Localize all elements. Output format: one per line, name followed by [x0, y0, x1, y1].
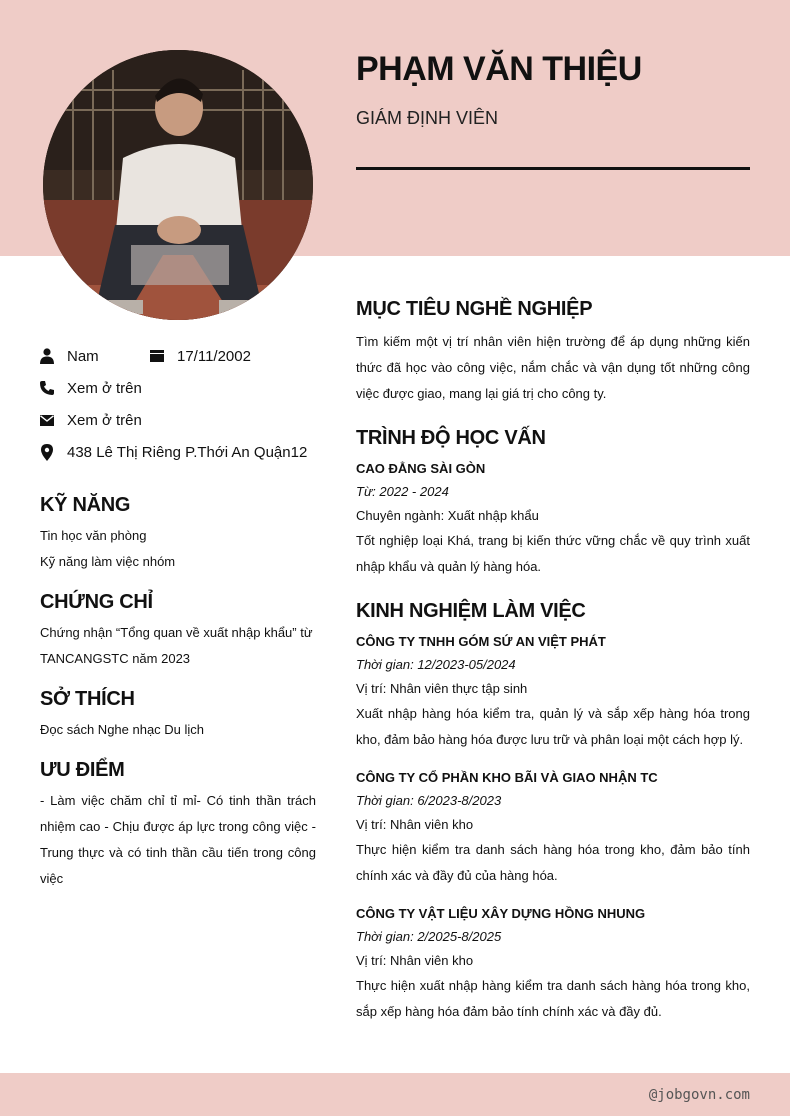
job-role: Vị trí: Nhân viên kho: [356, 953, 474, 968]
calendar-icon: [150, 348, 164, 364]
email-value: Xem ở trên: [67, 411, 142, 429]
experience-title: KINH NGHIỆM LÀM VIỆC: [356, 600, 586, 622]
info-row-phone: [40, 372, 316, 404]
job-company: CÔNG TY VẬT LIỆU XÂY DỰNG HỒNG NHUNG: [356, 906, 646, 921]
education-section: [356, 427, 750, 580]
phone-value: Xem ở trên: [67, 379, 142, 397]
job-entry: [356, 903, 750, 1025]
education-detail: Tốt nghiệp loại Khá, trang bị kiến thức vững chắc về quy trình xuất nhập khẩu và quản lý hàng hóa.: [356, 533, 750, 574]
experience-section: [356, 600, 750, 1025]
skills-title: KỸ NĂNG: [40, 494, 131, 516]
birthday-field: [150, 348, 251, 365]
strengths-section: [40, 759, 316, 892]
skill-item: Kỹ năng làm việc nhóm: [40, 554, 176, 569]
strengths-title: ƯU ĐIỂM: [40, 759, 125, 781]
birthday-value: 17/11/2002: [177, 347, 251, 365]
left-column: [40, 340, 316, 892]
person-icon: [40, 348, 54, 364]
strengths-text: - Làm việc chăm chỉ tỉ mỉ- Có tinh thần trách nhiệm cao - Chịu được áp lực trong công việc - Trung thực và có tinh thần cầu tiến trong công việc: [40, 793, 316, 886]
location-pin-icon: [40, 444, 54, 460]
job-entry: [356, 767, 750, 889]
address-value: 438 Lê Thị Riêng P.Thới An Quận12: [67, 443, 308, 461]
objective-text: Tìm kiếm một vị trí nhân viên hiện trường để áp dụng những kiến thức đã học vào công việc, nắm chắc và vận dụng tốt những công việc được giao, mang lại giá trị cho công ty.: [356, 334, 750, 401]
education-title: TRÌNH ĐỘ HỌC VẤN: [356, 427, 546, 449]
education-major: Chuyên ngành: Xuất nhập khẩu: [356, 508, 539, 523]
certificates-section: [40, 591, 316, 672]
job-entry: [356, 631, 750, 753]
job-description: Xuất nhập hàng hóa kiểm tra, quản lý và sắp xếp hàng hóa trong kho, đảm bảo hàng hóa được lưu trữ và phân loại một cách hợp lý.: [356, 706, 750, 747]
job-period: Thời gian: 2/2025-8/2025: [356, 929, 502, 944]
hobbies-text: Đọc sách Nghe nhạc Du lịch: [40, 722, 205, 737]
info-row-address: [40, 436, 316, 468]
avatar: [43, 50, 313, 320]
job-company: CÔNG TY CỔ PHẦN KHO BÃI VÀ GIAO NHẬN TC: [356, 770, 658, 785]
profile-photo: [43, 50, 313, 320]
info-row-email: [40, 404, 316, 436]
gender-value: Nam: [67, 347, 99, 365]
phone-icon: [40, 380, 54, 396]
envelope-icon: [40, 412, 54, 428]
skill-item: Tin học văn phòng: [40, 528, 147, 543]
job-description: Thực hiện xuất nhập hàng kiểm tra danh sách hàng hóa trong kho, sắp xếp hàng hóa đảm bảo tính chính xác và đầy đủ.: [356, 978, 750, 1019]
hobbies-section: [40, 688, 316, 743]
header-divider: [356, 167, 750, 170]
job-period: Thời gian: 6/2023-8/2023: [356, 793, 502, 808]
objective-title: MỤC TIÊU NGHỀ NGHIỆP: [356, 298, 593, 320]
footer-watermark: @jobgovn.com: [648, 1087, 750, 1103]
school-name: CAO ĐẲNG SÀI GÒN: [356, 461, 486, 476]
hobbies-title: SỞ THÍCH: [40, 688, 135, 710]
job-description: Thực hiện kiểm tra danh sách hàng hóa trong kho, đảm bảo tính chính xác và đầy đủ của hàng hóa.: [356, 842, 750, 883]
education-period: Từ: 2022 - 2024: [356, 484, 449, 499]
info-row-gender-birthday: [40, 340, 316, 372]
certificate-text: Chứng nhận “Tổng quan về xuất nhập khẩu” từ TANCANGSTC năm 2023: [40, 625, 313, 666]
job-role: Vị trí: Nhân viên kho: [356, 817, 474, 832]
right-column: [356, 298, 750, 1025]
job-role: Vị trí: Nhân viên thực tập sinh: [356, 681, 528, 696]
job-period: Thời gian: 12/2023-05/2024: [356, 657, 516, 672]
objective-section: [356, 298, 750, 407]
job-position: GIÁM ĐỊNH VIÊN: [356, 108, 499, 128]
candidate-name: PHẠM VĂN THIỆU: [356, 50, 642, 88]
job-company: CÔNG TY TNHH GÓM SỨ AN VIỆT PHÁT: [356, 634, 606, 649]
skills-section: [40, 494, 316, 575]
certificates-title: CHỨNG CHỈ: [40, 591, 153, 613]
